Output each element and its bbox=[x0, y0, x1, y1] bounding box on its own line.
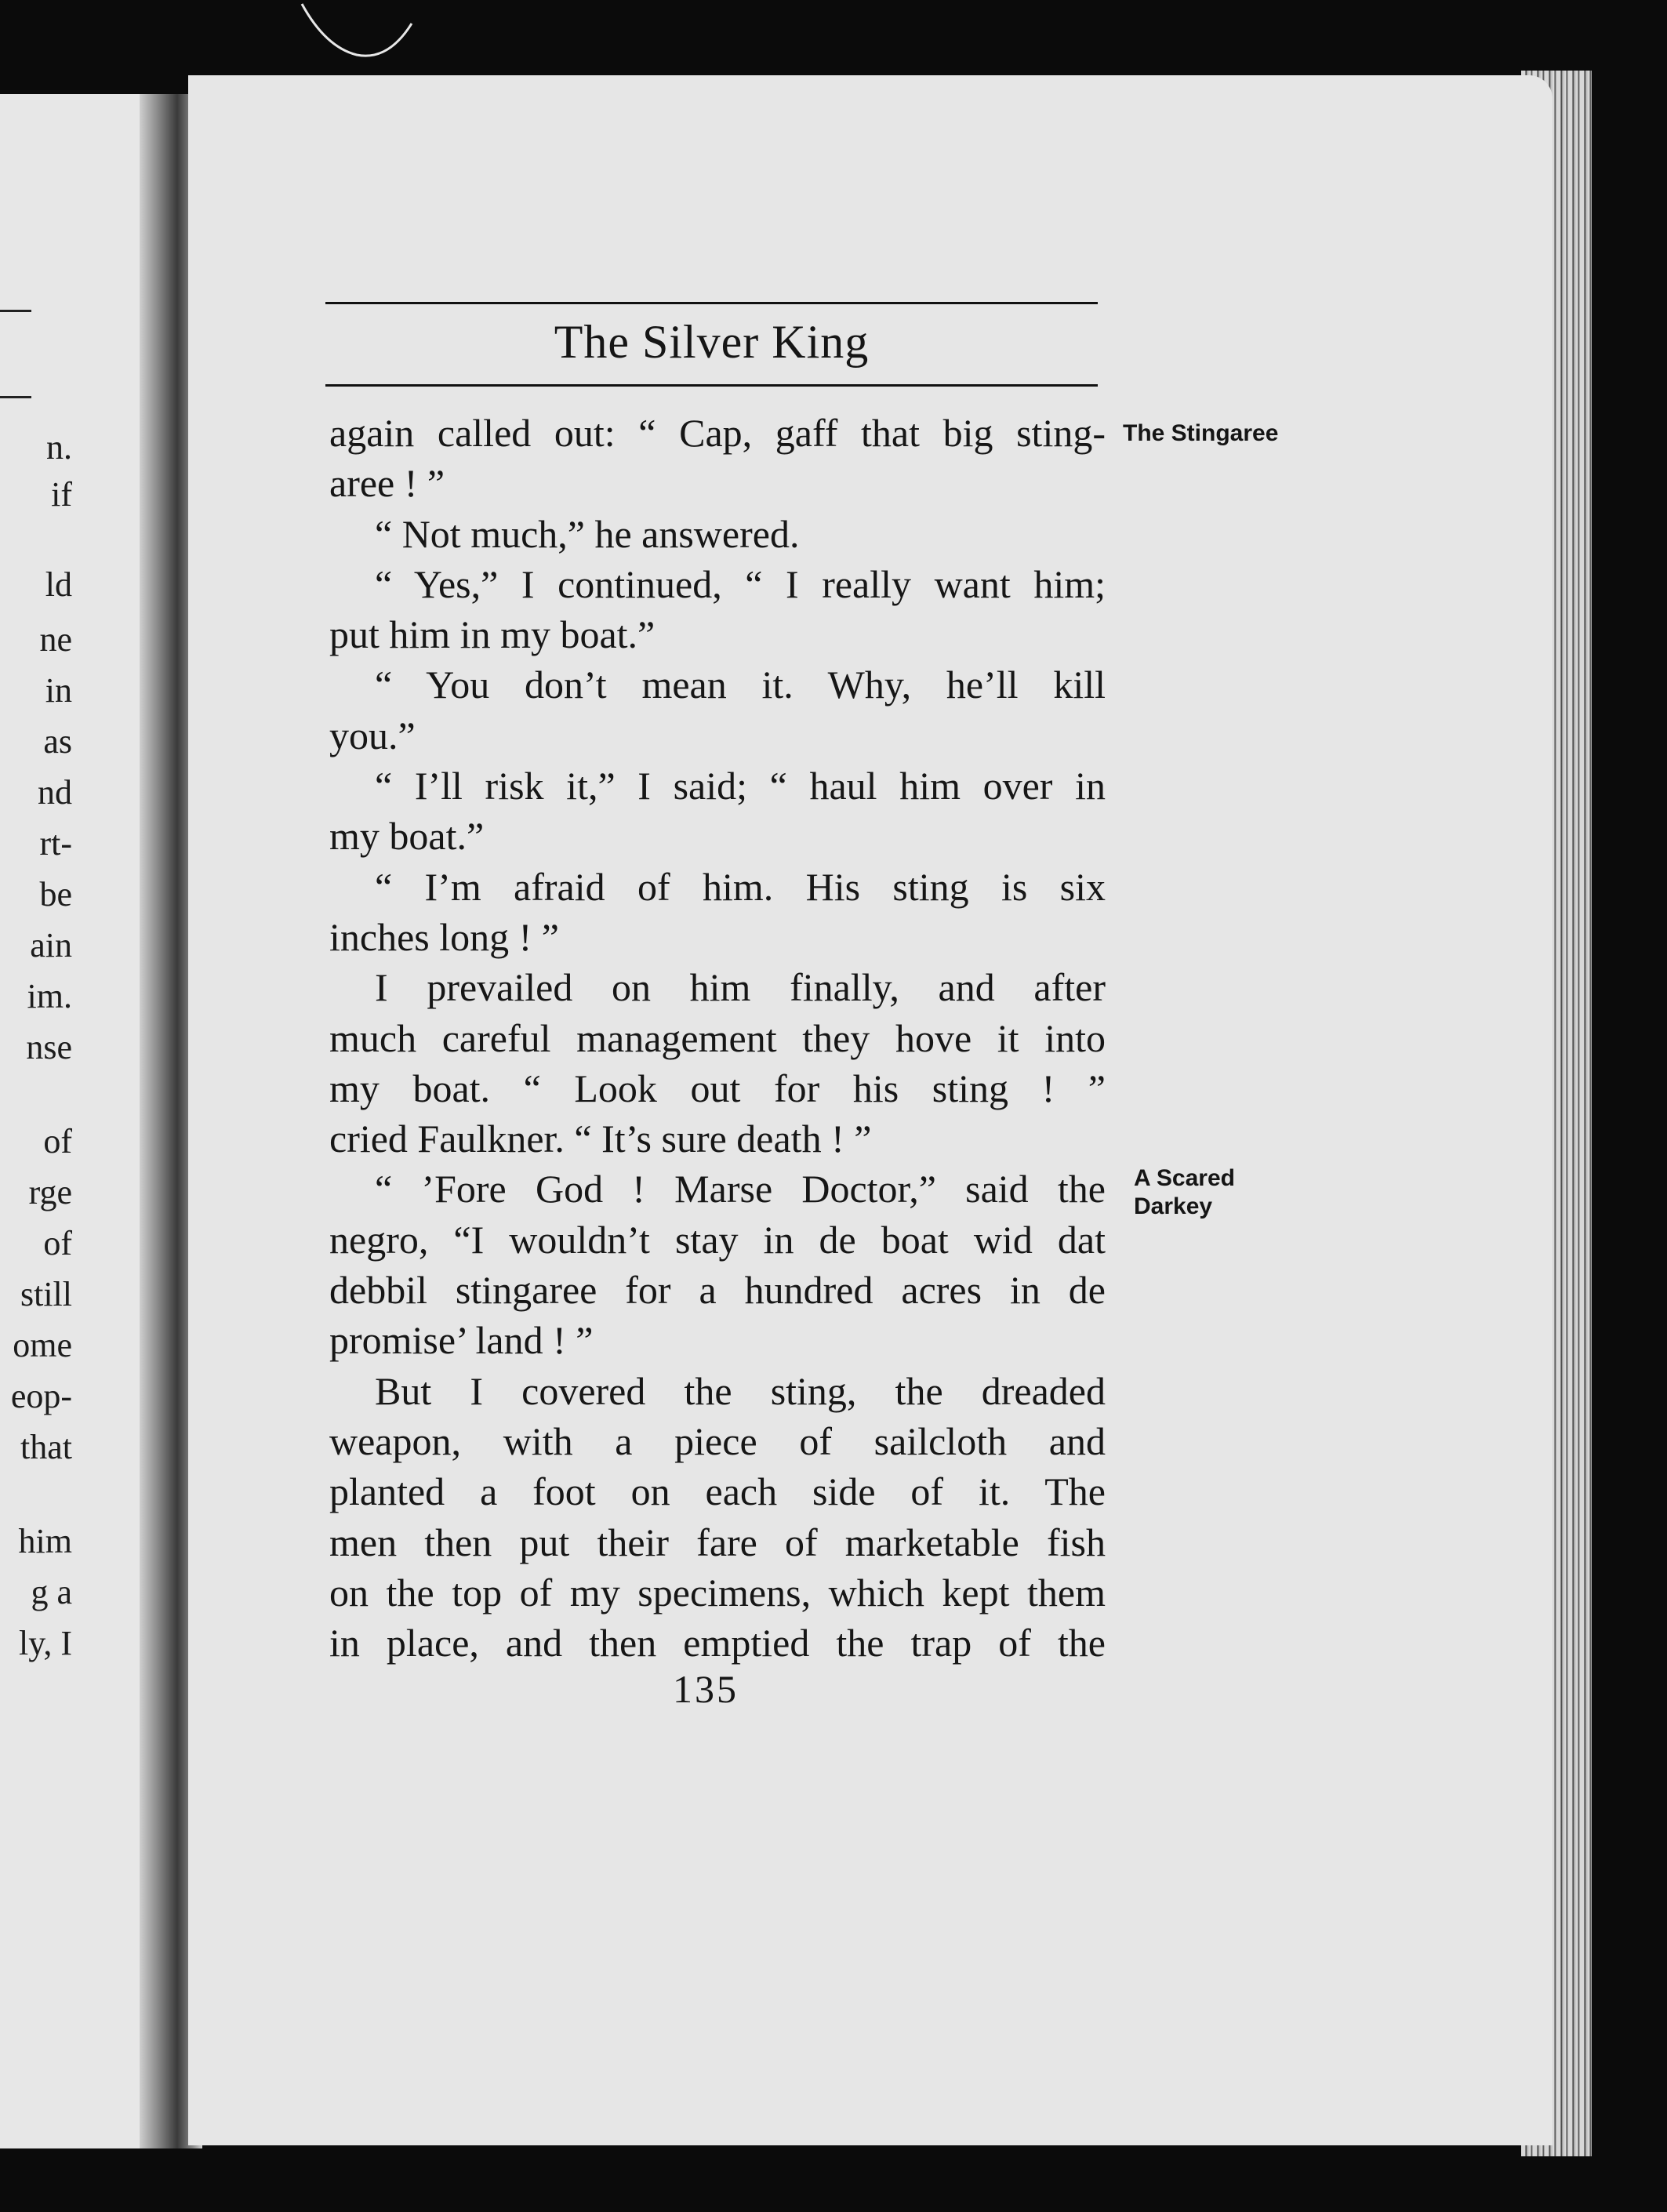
text-line: debbil stingaree for a hundred acres in de bbox=[329, 1268, 1106, 1313]
facing-line: nse bbox=[26, 1028, 72, 1066]
facing-line: ain bbox=[30, 926, 72, 964]
facing-line: still bbox=[20, 1275, 72, 1313]
facing-line: g a bbox=[31, 1573, 72, 1611]
sidenote-scared-darkey: A Scared Darkey bbox=[1134, 1165, 1235, 1219]
facing-line: him bbox=[18, 1522, 72, 1560]
text-line: weapon, with a piece of sailcloth and bbox=[329, 1418, 1106, 1463]
text-line: my boat. “ Look out for his sting ! ” bbox=[329, 1066, 1106, 1110]
text-line: cried Faulkner. “ It’s sure death ! ” bbox=[329, 1117, 872, 1161]
facing-line: if bbox=[51, 475, 72, 514]
page-number: 135 bbox=[673, 1667, 739, 1711]
text-line: put him in my boat.” bbox=[329, 612, 656, 657]
facing-line: of bbox=[43, 1224, 72, 1262]
facing-line: im. bbox=[27, 977, 72, 1015]
sidenote-stingaree: The Stingaree bbox=[1123, 420, 1279, 446]
facing-line: n. bbox=[46, 428, 72, 467]
facing-line: that bbox=[20, 1428, 72, 1466]
text-line: “ Yes,” I continued, “ I really want him; bbox=[375, 561, 1106, 606]
text-line: negro, “I wouldn’t stay in de boat wid dat bbox=[329, 1217, 1106, 1262]
running-head: The Silver King bbox=[554, 316, 870, 368]
text-line: again called out: “ Cap, gaff that big sting- bbox=[329, 411, 1106, 455]
facing-line: nd bbox=[38, 773, 72, 812]
facing-line: be bbox=[39, 875, 72, 913]
text-line: my boat.” bbox=[329, 814, 485, 859]
scan-artifact bbox=[294, 0, 435, 71]
facing-line: as bbox=[43, 722, 72, 761]
facing-page-text bbox=[0, 0, 72, 2148]
text-line: “ Not much,” he answered. bbox=[375, 511, 800, 556]
body-text bbox=[329, 408, 1106, 1668]
text-line: inches long ! ” bbox=[329, 914, 559, 959]
header-rule-top bbox=[325, 302, 1098, 304]
facing-line: of bbox=[43, 1122, 72, 1160]
text-line: But I covered the sting, the dreaded bbox=[375, 1368, 1106, 1413]
header-rule-bottom bbox=[325, 384, 1098, 387]
text-line: promise’ land ! ” bbox=[329, 1318, 594, 1363]
text-line: “ I’ll risk it,” I said; “ haul him over in bbox=[375, 764, 1106, 808]
text-line: I prevailed on him finally, and after bbox=[375, 965, 1106, 1010]
facing-line: rt- bbox=[39, 824, 72, 863]
facing-line: ly, I bbox=[18, 1624, 72, 1662]
text-line: you.” bbox=[329, 713, 416, 757]
text-line: men then put their fare of marketable fish bbox=[329, 1520, 1106, 1564]
facing-line: ome bbox=[13, 1326, 72, 1364]
text-line: “ ’Fore God ! Marse Doctor,” said the bbox=[375, 1167, 1106, 1211]
text-line: on the top of my specimens, which kept them bbox=[329, 1570, 1106, 1615]
facing-line: eop- bbox=[10, 1377, 72, 1415]
text-line: planted a foot on each side of it. The bbox=[329, 1469, 1106, 1514]
text-line: in place, and then emptied the trap of the bbox=[329, 1621, 1106, 1665]
text-line: much careful management they hove it into bbox=[329, 1015, 1106, 1060]
text-line: “ I’m afraid of him. His sting is six bbox=[375, 864, 1106, 909]
facing-line: rge bbox=[28, 1173, 72, 1211]
facing-line: in bbox=[45, 671, 72, 710]
facing-line: ne bbox=[39, 620, 72, 659]
text-line: “ You don’t mean it. Why, he’ll kill bbox=[375, 663, 1106, 707]
facing-line: ld bbox=[45, 565, 72, 604]
text-line: aree ! ” bbox=[329, 461, 445, 506]
